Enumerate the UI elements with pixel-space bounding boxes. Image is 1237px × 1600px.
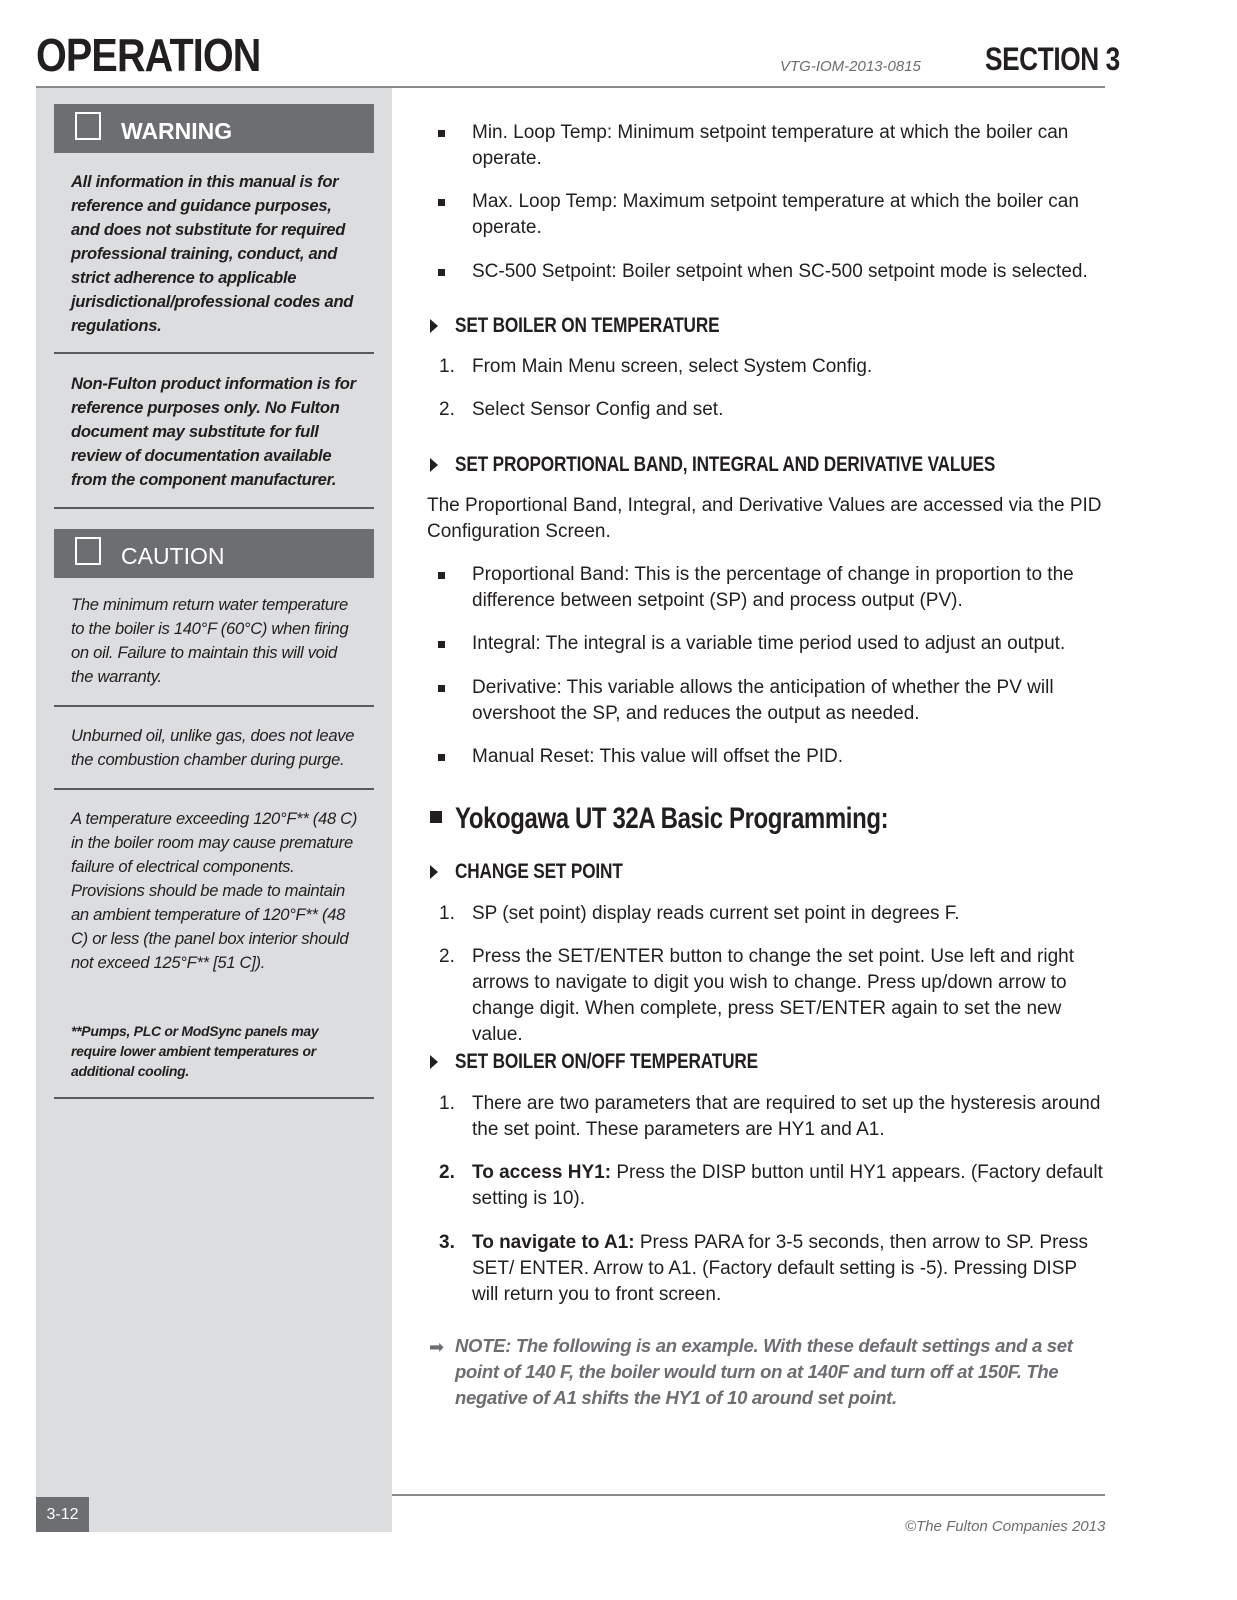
bullet-marker xyxy=(438,685,445,692)
section-heading: SET BOILER ON/OFF TEMPERATURE xyxy=(455,1050,758,1073)
step-lead: To access HY1: xyxy=(472,1162,612,1183)
list-item: SC-500 Setpoint: Boiler setpoint when SC-500 setpoint mode is selected. xyxy=(472,261,1088,282)
warning-text-2: Non-Fulton product information is for reference purposes only. No Fulton document may substitute for full review of documentation available from the component manufacturer. xyxy=(71,374,356,489)
warning-label: WARNING xyxy=(121,118,233,144)
bullet-marker xyxy=(438,641,445,648)
step-text: Select Sensor Config and set. xyxy=(472,399,724,420)
warning-banner xyxy=(54,104,374,153)
step-number: 1. xyxy=(439,356,455,377)
list-item: Derivative: This variable allows the anticipation of whether the PV will overshoot the SP, and reduces the output as needed. xyxy=(472,677,1054,724)
list-item: Min. Loop Temp: Minimum setpoint temperature at which the boiler can operate. xyxy=(472,122,1069,169)
bullet-marker xyxy=(438,269,445,276)
step-number: 1. xyxy=(439,1093,455,1114)
list-item: Max. Loop Temp: Maximum setpoint temperature at which the boiler can operate. xyxy=(472,191,1079,238)
heading-arrow-icon xyxy=(430,319,438,333)
caution-footnote: **Pumps, PLC or ModSync panels may require lower ambient temperatures or additional cooling. xyxy=(71,1023,319,1079)
heading-arrow-icon xyxy=(430,1055,438,1069)
step-body: Press the DISP button until HY1 appears. (Factory default setting is 10). xyxy=(472,1162,1103,1209)
step-number: 2. xyxy=(439,1162,455,1183)
note-text: NOTE: The following is an example. With these default settings and a set point of 140 F, the boiler would turn on at 140F and turn off at 150F. The negative of A1 shifts the HY1 of 10 around set point. xyxy=(455,1335,1073,1408)
page-title: OPERATION xyxy=(36,29,261,81)
sidebar-divider xyxy=(54,705,374,707)
list-item: Integral: The integral is a variable time period used to adjust an output. xyxy=(472,633,1066,654)
step-text xyxy=(472,1230,1107,1308)
section-heading: SET BOILER ON TEMPERATURE xyxy=(455,314,720,337)
heading-square-icon xyxy=(430,811,442,823)
bullet-marker xyxy=(438,754,445,761)
warning-text-1: All information in this manual is for reference and guidance purposes, and does not substitute for required professional training, conduct, and strict adherence to applicable jurisdictional/professional codes and regulations. xyxy=(71,172,354,335)
step-lead: To navigate to A1: xyxy=(472,1232,635,1253)
caution-banner xyxy=(54,529,374,578)
sidebar-divider xyxy=(54,1097,374,1099)
sidebar-divider xyxy=(54,788,374,790)
note-arrow-icon: ➡ xyxy=(429,1337,445,1357)
step-number: 2. xyxy=(439,946,455,967)
step-text: From Main Menu screen, select System Config. xyxy=(472,356,873,377)
page-number: 3-12 xyxy=(36,1497,89,1532)
step-text: SP (set point) display reads current set point in degrees F. xyxy=(472,903,960,924)
copyright: ©The Fulton Companies 2013 xyxy=(905,1518,1106,1535)
bullet-marker xyxy=(438,572,445,579)
step-number: 3. xyxy=(439,1232,455,1253)
heading-arrow-icon xyxy=(430,458,438,472)
footer-divider xyxy=(392,1494,1105,1496)
heading-arrow-icon xyxy=(430,865,438,879)
sidebar-divider xyxy=(54,507,374,509)
section-heading: CHANGE SET POINT xyxy=(455,860,623,883)
step-number: 2. xyxy=(439,399,455,420)
step-text xyxy=(472,1160,1107,1212)
list-item: Proportional Band: This is the percentage of change in proportion to the difference between setpoint (SP) and process output (PV). xyxy=(472,564,1074,611)
caution-text-1: The minimum return water temperature to the boiler is 140°F (60°C) when firing on oil. Failure to maintain this will void the warranty. xyxy=(71,595,349,686)
step-body: Press PARA for 3-5 seconds, then arrow to SP. Press SET/ ENTER. Arrow to A1. (Factory default setting is -5). Pressing DISP will return you to front screen. xyxy=(472,1232,1088,1305)
step-text: Press the SET/ENTER button to change the set point. Use left and right arrows to navigate to digit you wish to change. Press up/down arrow to change digit. When complete, press SET/ENTER again to set the new value. xyxy=(472,946,1074,1045)
caution-text-3: A temperature exceeding 120°F** (48 C) in the boiler room may cause premature failure of electrical components. Provisions should be made to maintain an ambient temperature of 120°F** (48 C) or less (the panel box interior should not exceed 125°F** [51 C]). xyxy=(71,809,358,972)
step-text: There are two parameters that are required to set up the hysteresis around the set point. These parameters are HY1 and A1. xyxy=(472,1093,1101,1140)
section-label: SECTION 3 xyxy=(985,41,1120,77)
subsection-title: Yokogawa UT 32A Basic Programming: xyxy=(455,802,889,835)
sidebar-divider xyxy=(54,352,374,354)
list-item: Manual Reset: This value will offset the PID. xyxy=(472,746,844,767)
caution-label: CAUTION xyxy=(121,543,225,569)
bullet-marker xyxy=(438,199,445,206)
section-heading: SET PROPORTIONAL BAND, INTEGRAL AND DERIVATIVE VALUES xyxy=(455,453,996,476)
caution-text-2: Unburned oil, unlike gas, does not leave the combustion chamber during purge. xyxy=(71,726,355,769)
step-number: 1. xyxy=(439,903,455,924)
bullet-marker xyxy=(438,130,445,137)
paragraph: The Proportional Band, Integral, and Derivative Values are accessed via the PID Configuration Screen. xyxy=(427,495,1102,542)
document-code: VTG-IOM-2013-0815 xyxy=(780,58,921,75)
caution-checkbox-icon xyxy=(75,537,101,565)
warning-checkbox-icon xyxy=(75,112,101,140)
